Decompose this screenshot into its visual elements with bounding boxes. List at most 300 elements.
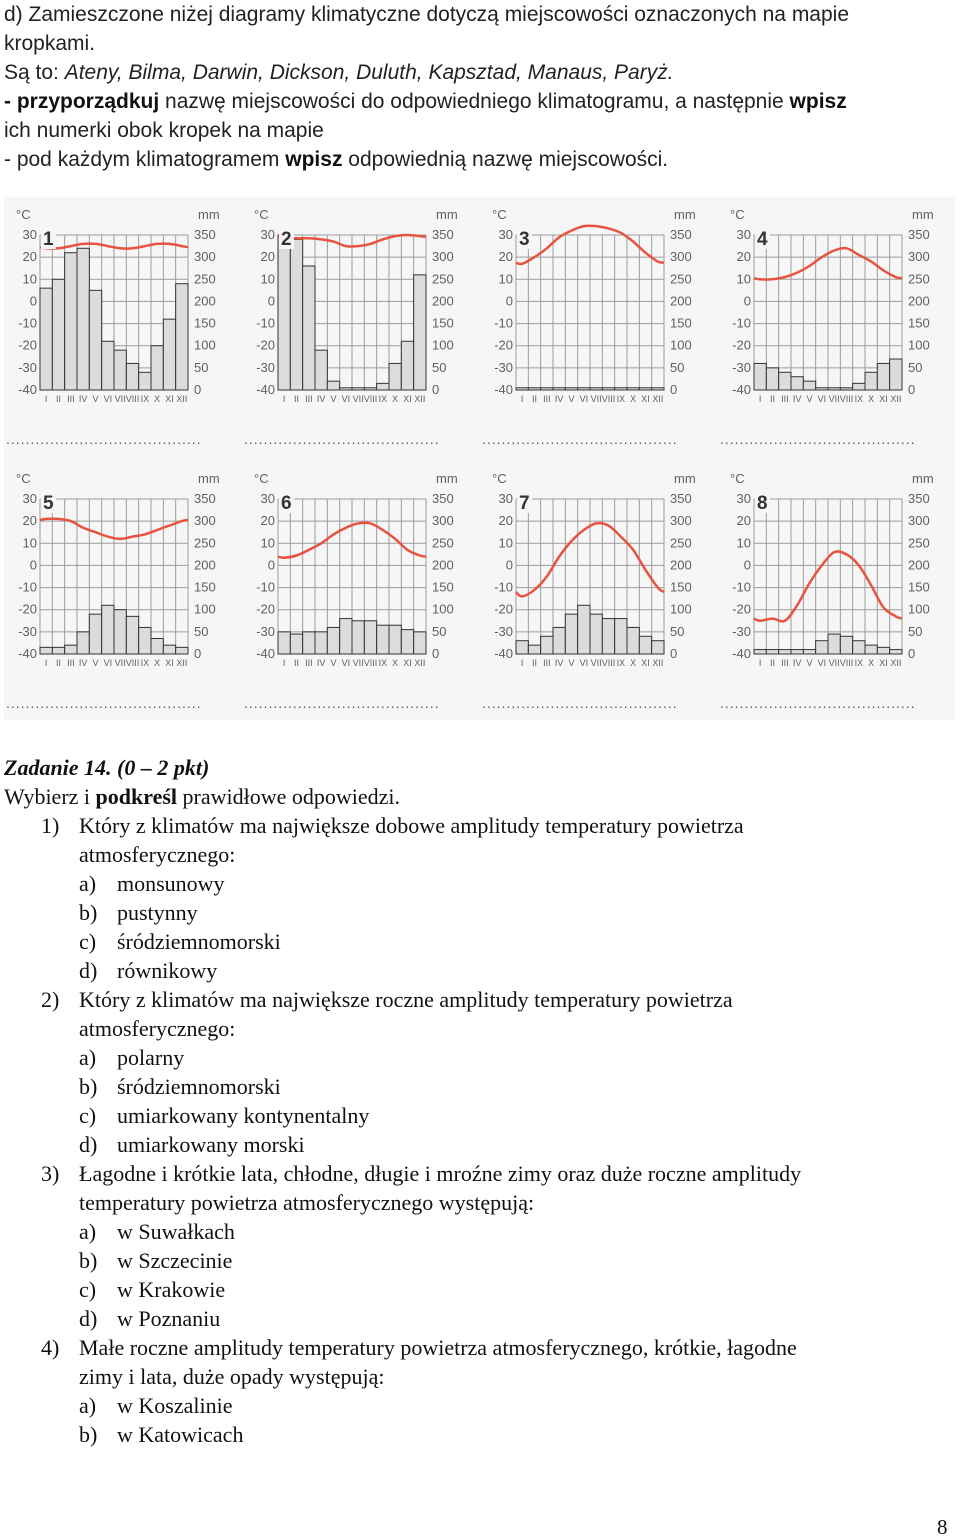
intro-line6-a: - pod każdym klimatogramem [4,148,286,171]
cities-list: Ateny, Bilma, Darwin, Dickson, Duluth, Kapsztad, Manaus, Paryż. [64,61,674,84]
precipitation-tick-label: 0 [670,382,678,397]
temperature-tick-label: -20 [256,337,275,353]
option-text[interactable]: w Poznaniu [117,1306,221,1331]
page-number: 8 [937,1515,948,1539]
temperature-tick-label: 10 [260,271,275,287]
month-tick-label: XI [879,658,888,668]
precipitation-bar [652,641,664,654]
month-tick-label: III [781,394,789,404]
month-tick-label: VI [579,658,589,668]
precipitation-tick-label: 300 [670,513,692,529]
precipitation-bar [602,619,614,654]
question-1 [4,811,954,840]
precipitation-tick-label: 200 [194,293,216,309]
temperature-tick-label: 30 [22,227,37,242]
month-tick-label: I [282,658,286,668]
precipitation-tick-label: 100 [432,601,454,617]
precipitation-tick-label: 250 [194,535,216,551]
month-tick-label: IX [378,658,388,668]
precipitation-bar [803,381,815,390]
question-3 [4,1159,954,1188]
precipitation-bar [65,253,77,390]
month-tick-label: VIII [601,658,616,668]
precipitation-bar [541,636,553,654]
option-text[interactable]: śródziemnomorski [117,1074,281,1099]
precipitation-bar [52,647,64,654]
precipitation-tick-label: 100 [194,601,216,617]
option-letter: c) [79,929,97,954]
precipitation-bar [151,639,163,655]
precipitation-bar [840,388,852,390]
month-tick-label: VI [817,658,827,668]
precipitation-bar [639,636,651,654]
precipitation-tick-label: 0 [194,646,202,661]
climate-charts-svg [4,197,955,720]
precipitation-unit-label: mm [436,471,458,486]
month-tick-label: XI [641,658,650,668]
precipitation-bar [40,647,52,654]
precipitation-bar [327,381,339,390]
answer-option[interactable] [4,956,954,985]
temperature-tick-label: -20 [494,337,513,353]
precipitation-bar [853,641,865,654]
precipitation-tick-label: 350 [194,491,216,506]
precipitation-bar [565,614,577,654]
precipitation-bar [364,621,376,654]
month-tick-label: II [769,658,776,668]
precipitation-bar [114,610,126,654]
precipitation-tick-label: 300 [432,513,454,529]
precipitation-bar [352,388,364,390]
option-letter: d) [79,1132,98,1157]
answer-option[interactable] [4,927,954,956]
instruction-text-a: Wybierz i [4,784,96,809]
precipitation-tick-label: 150 [670,315,692,331]
month-tick-label: V [568,658,575,668]
option-text[interactable]: w Krakowie [117,1277,226,1302]
month-tick-label: VIII [363,658,378,668]
precipitation-bar [126,363,138,390]
month-tick-label: X [630,394,637,404]
month-tick-label: XII [652,394,664,404]
option-letter: b) [79,1422,98,1447]
temperature-unit-label: °C [254,471,269,486]
month-tick-label: X [630,658,637,668]
precipitation-unit-label: mm [436,207,458,222]
month-tick-label: VII [352,394,364,404]
precipitation-unit-label: mm [198,207,220,222]
precipitation-tick-label: 100 [432,337,454,353]
precipitation-bar [40,288,52,390]
month-tick-label: VIII [125,658,140,668]
precipitation-bar [766,650,778,654]
month-tick-label: I [520,394,524,404]
option-text[interactable]: śródziemnomorski [117,929,281,954]
precipitation-bar [652,388,664,390]
chart-number: 7 [519,493,530,514]
precipitation-tick-label: 300 [908,249,930,265]
temperature-tick-label: -40 [494,382,513,397]
chart-number: 3 [519,229,530,250]
temperature-tick-label: 0 [267,557,275,573]
temperature-tick-label: 0 [505,293,513,309]
precipitation-bar [77,248,89,390]
precipitation-bar [890,650,902,654]
question-4 [4,1333,954,1362]
task-14 [4,754,954,1449]
answer-dotted-line: ........................................ [6,695,202,711]
question-1-cont [4,840,954,869]
month-tick-label: V [92,658,99,668]
question-text: Małe roczne amplitudy temperatury powietrza atmosferycznego, krótkie, łagodne [79,1335,797,1360]
precipitation-tick-label: 0 [194,382,202,397]
month-tick-label: VI [817,394,827,404]
temperature-unit-label: °C [16,471,31,486]
option-text[interactable]: równikowy [117,958,218,983]
temperature-tick-label: -10 [256,315,275,331]
precipitation-tick-label: 250 [670,535,692,551]
temperature-unit-label: °C [254,207,269,222]
precipitation-bar [414,275,426,390]
month-tick-label: V [92,394,99,404]
temperature-tick-label: -20 [256,601,275,617]
precipitation-tick-label: 200 [670,557,692,573]
write-keyword-2: wpisz [285,148,343,171]
precipitation-bar [303,632,315,654]
month-tick-label: V [330,658,337,668]
answer-option[interactable] [4,1043,954,1072]
month-tick-label: I [282,394,286,404]
temperature-tick-label: -10 [18,579,37,595]
precipitation-tick-label: 200 [670,293,692,309]
temperature-tick-label: 20 [260,249,275,265]
month-tick-label: V [806,394,813,404]
month-tick-label: II [293,658,300,668]
precipitation-bar [602,388,614,390]
month-tick-label: XII [890,394,902,404]
precipitation-tick-label: 150 [432,315,454,331]
month-tick-label: VIII [363,394,378,404]
month-tick-label: XI [403,658,412,668]
option-letter: b) [79,1074,98,1099]
precipitation-bar [352,621,364,654]
precipitation-tick-label: 50 [670,623,685,639]
precipitation-tick-label: 300 [194,249,216,265]
precipitation-bar [639,388,651,390]
precipitation-bar [890,359,902,390]
month-tick-label: VI [341,658,351,668]
temperature-tick-label: 0 [29,293,37,309]
write-keyword-1: wpisz [789,90,847,113]
month-tick-label: X [392,658,399,668]
answer-option[interactable] [4,869,954,898]
question-3-cont [4,1188,954,1217]
answer-dotted-line: ........................................ [6,431,202,447]
temperature-tick-label: -20 [732,337,751,353]
precipitation-bar [377,625,389,654]
month-tick-label: VIII [601,394,616,404]
temperature-tick-label: 0 [29,557,37,573]
precipitation-tick-label: 50 [194,359,209,375]
precipitation-tick-label: 300 [432,249,454,265]
option-text[interactable]: umiarkowany morski [117,1132,305,1157]
month-tick-label: III [67,394,75,404]
precipitation-tick-label: 50 [908,359,923,375]
option-letter: c) [79,1277,97,1302]
option-letter: a) [79,871,97,896]
month-tick-label: XII [414,394,426,404]
temperature-tick-label: 0 [743,557,751,573]
precipitation-tick-label: 300 [908,513,930,529]
month-tick-label: IX [378,394,388,404]
month-tick-label: I [758,658,762,668]
month-tick-label: IV [792,394,802,404]
month-tick-label: IX [854,658,864,668]
precipitation-bar [590,388,602,390]
precipitation-bar [389,625,401,654]
precipitation-bar [754,363,766,390]
option-text[interactable]: polarny [117,1045,185,1070]
precipitation-bar [151,346,163,390]
question-number: 1) [41,813,60,838]
option-text[interactable]: w Suwałkach [117,1219,235,1244]
month-tick-label: III [543,394,551,404]
temperature-unit-label: °C [492,471,507,486]
temperature-tick-label: -20 [494,601,513,617]
precipitation-bar [754,650,766,654]
precipitation-tick-label: 100 [908,337,930,353]
intro-line5: ich numerki obok kropek na mapie [4,119,324,142]
precipitation-tick-label: 250 [432,535,454,551]
precipitation-bar [315,632,327,654]
precipitation-tick-label: 50 [908,623,923,639]
chart-number: 4 [757,229,768,250]
temperature-unit-label: °C [730,207,745,222]
intro-line2: kropkami. [4,32,96,55]
option-letter: b) [79,1248,98,1273]
precipitation-bar [401,341,413,390]
precipitation-tick-label: 50 [194,623,209,639]
month-tick-label: VII [114,394,126,404]
precipitation-tick-label: 100 [194,337,216,353]
precipitation-tick-label: 100 [908,601,930,617]
precipitation-bar [176,284,188,390]
temperature-tick-label: 0 [743,293,751,309]
month-tick-label: III [781,658,789,668]
precipitation-bar [816,388,828,390]
month-tick-label: VI [579,394,589,404]
temperature-tick-label: -30 [256,623,275,639]
precipitation-tick-label: 0 [908,382,916,397]
month-tick-label: VI [103,394,113,404]
precipitation-bar [528,645,540,654]
question-text: Który z klimatów ma największe roczne amplitudy temperatury powietrza [79,987,733,1012]
month-tick-label: IV [554,394,564,404]
precipitation-tick-label: 250 [194,271,216,287]
option-letter: d) [79,1306,98,1331]
intro-text [4,0,954,174]
precipitation-tick-label: 350 [194,227,216,242]
answer-dotted-line: ........................................ [482,695,678,711]
intro-line1: d) Zamieszczone niżej diagramy klimatyczne dotyczą miejscowości oznaczonych na mapie [4,3,850,26]
month-tick-label: VI [103,658,113,668]
temperature-tick-label: -40 [18,382,37,397]
precipitation-tick-label: 0 [670,646,678,661]
month-tick-label: III [543,658,551,668]
answer-dotted-line: ........................................ [482,431,678,447]
precipitation-bar [364,388,376,390]
precipitation-bar [401,630,413,654]
option-text[interactable]: w Koszalinie [117,1393,233,1418]
task-title: Zadanie 14. (0 – 2 pkt) [4,755,210,780]
month-tick-label: IV [554,658,564,668]
answer-option[interactable] [4,1101,954,1130]
month-tick-label: VII [114,658,126,668]
precipitation-bar [627,627,639,654]
temperature-tick-label: 20 [22,513,37,529]
precipitation-bar [52,279,64,390]
temperature-tick-label: -30 [494,359,513,375]
option-text[interactable]: w Katowicach [117,1422,244,1447]
option-text[interactable]: pustynny [117,900,198,925]
precipitation-bar [340,619,352,654]
month-tick-label: VI [341,394,351,404]
chart-number: 2 [281,229,292,250]
temperature-unit-label: °C [730,471,745,486]
temperature-tick-label: -20 [18,337,37,353]
precipitation-bar [89,290,101,390]
precipitation-bar [176,647,188,654]
answer-option[interactable] [4,1304,954,1333]
precipitation-bar [615,619,627,654]
answer-option[interactable] [4,1391,954,1420]
option-text[interactable]: w Szczecinie [117,1248,233,1273]
precipitation-tick-label: 250 [432,271,454,287]
month-tick-label: XI [641,394,650,404]
answer-option[interactable] [4,1420,954,1449]
precipitation-bar [290,634,302,654]
precipitation-bar [327,627,339,654]
precipitation-tick-label: 200 [432,293,454,309]
precipitation-tick-label: 0 [908,646,916,661]
precipitation-bar [303,266,315,390]
temperature-tick-label: -10 [732,579,751,595]
month-tick-label: IV [316,658,326,668]
month-tick-label: V [330,394,337,404]
temperature-tick-label: 10 [498,535,513,551]
precipitation-tick-label: 150 [670,579,692,595]
month-tick-label: II [769,394,776,404]
precipitation-bar [516,641,528,654]
precipitation-bar [840,636,852,654]
climate-charts-panel [4,197,955,720]
month-tick-label: VII [352,658,364,668]
precipitation-tick-label: 350 [670,491,692,506]
precipitation-bar [163,645,175,654]
answer-option[interactable] [4,898,954,927]
answer-option[interactable] [4,1072,954,1101]
precipitation-bar [578,388,590,390]
precipitation-bar [126,616,138,654]
precipitation-tick-label: 0 [432,646,440,661]
month-tick-label: VII [590,658,602,668]
precipitation-bar [102,605,114,654]
instruction-text-b: prawidłowe odpowiedzi. [177,784,401,809]
temperature-tick-label: -10 [494,315,513,331]
precipitation-tick-label: 250 [908,271,930,287]
month-tick-label: III [305,658,313,668]
question-number: 2) [41,987,60,1012]
precipitation-tick-label: 150 [432,579,454,595]
precipitation-bar [766,368,778,390]
month-tick-label: X [154,394,161,404]
temperature-unit-label: °C [16,207,31,222]
temperature-tick-label: -40 [18,646,37,661]
precipitation-bar [627,388,639,390]
answer-option[interactable] [4,1246,954,1275]
question-2-cont [4,1014,954,1043]
month-tick-label: X [868,394,875,404]
precipitation-bar [853,383,865,390]
precipitation-bar [553,627,565,654]
precipitation-tick-label: 300 [670,249,692,265]
month-tick-label: IX [140,658,150,668]
precipitation-bar [877,647,889,654]
precipitation-bar [315,350,327,390]
precipitation-bar [278,235,290,390]
temperature-tick-label: -10 [732,315,751,331]
temperature-tick-label: 20 [736,513,751,529]
month-tick-label: V [568,394,575,404]
precipitation-tick-label: 100 [670,601,692,617]
intro-line6-b: odpowiednią nazwę miejscowości. [342,148,669,171]
month-tick-label: IX [616,394,626,404]
precipitation-unit-label: mm [674,471,696,486]
precipitation-bar [278,632,290,654]
assign-keyword: - przyporządkuj [4,90,160,113]
temperature-tick-label: -10 [494,579,513,595]
precipitation-tick-label: 350 [432,491,454,506]
question-text: atmosferycznego: [79,842,236,867]
answer-option[interactable] [4,1130,954,1159]
precipitation-bar [590,614,602,654]
option-text[interactable]: umiarkowany kontynentalny [117,1103,370,1128]
precipitation-unit-label: mm [198,471,220,486]
precipitation-bar [139,627,151,654]
temperature-tick-label: -30 [256,359,275,375]
precipitation-bar [528,388,540,390]
precipitation-tick-label: 350 [908,491,930,506]
month-tick-label: I [44,658,48,668]
answer-option[interactable] [4,1275,954,1304]
option-letter: a) [79,1219,97,1244]
temperature-tick-label: 30 [22,491,37,506]
temperature-tick-label: 10 [736,535,751,551]
precipitation-bar [865,645,877,654]
option-text[interactable]: monsunowy [117,871,225,896]
precipitation-bar [779,372,791,390]
option-letter: a) [79,1393,97,1418]
precipitation-bar [377,383,389,390]
precipitation-bar [828,634,840,654]
answer-dotted-line: ........................................ [720,695,916,711]
precipitation-tick-label: 300 [194,513,216,529]
precipitation-tick-label: 50 [670,359,685,375]
chart-number: 8 [757,493,768,514]
answer-option[interactable] [4,1217,954,1246]
underline-keyword: podkreśl [95,784,178,809]
month-tick-label: VII [828,394,840,404]
